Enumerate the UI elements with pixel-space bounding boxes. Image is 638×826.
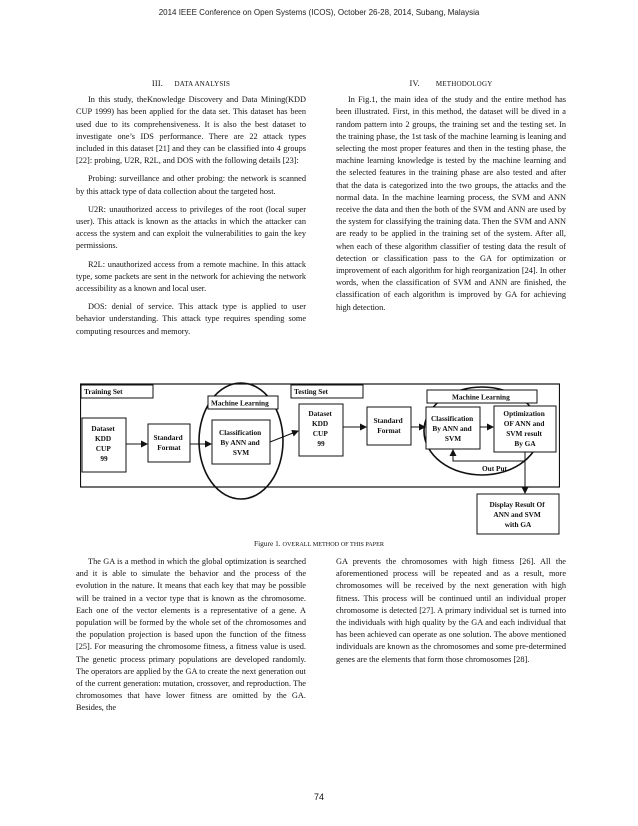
figure-caption xyxy=(0,539,638,548)
ml-label-2: Machine Learning xyxy=(452,392,510,402)
dataset-text-1: Dataset KDD CUP 99 xyxy=(91,424,115,463)
body-right-column xyxy=(336,556,566,672)
paragraph: Probing: surveillance and other probing: the network is scanned by this attack type of data collection about the targeted host. xyxy=(76,174,306,196)
section-title xyxy=(76,78,306,90)
paragraph: In Fig.1, the main idea of the study and the entire method has been illustrated. First, in this method, the dataset will be dived in a random pattern into 2 groups, the training set and the testing set. In the training phase, the 1st task of the machine learning is leaning and selecting the most proper features and then in the testing phase, the machine learning knowledge is tested by the machine learning and the selected features in the training phase are also tested and after that the data is categorized into the two groups, the attacks and the normal data. In the machine learning process, the SVM and ANN receive the data and then the both of the SVM and ANN are used by the system for classifying the training data. Then the SVM and ANN are ready to be applied in the training set of the system. After all, when each of these algorithm classifier of testing data the result of detection or classification pass to the GA for optimization or improvement of each algorithm for high reorganization [24]. In other words, when the classification of SVM and ANN are finished, the classification of each algorithm is improved by GA for achieving high detection. xyxy=(336,95,566,312)
standard-format-text-1: Standard Format xyxy=(153,433,183,452)
section-methodology xyxy=(336,78,566,320)
section-title xyxy=(336,78,566,90)
section-number: IV. xyxy=(409,79,420,88)
caption-text: OVERALL METHOD OF THIS PAPER xyxy=(282,541,385,548)
paragraph: R2L: unauthorized access from a remote machine. In this attack type, some packets are sent in the network for achieving the network accessibility as a known and local user. xyxy=(76,259,306,294)
method-flow-diagram xyxy=(80,381,560,541)
training-set-label: Training Set xyxy=(84,387,123,396)
arrow-training-to-testing xyxy=(270,431,298,442)
ml-label-1: Machine Learning xyxy=(211,398,269,408)
body-left-column xyxy=(76,556,306,721)
page-number: 74 xyxy=(313,792,324,802)
paragraph: The GA is a method in which the global optimization is searched and it is able to simulate the behavior and the process of the evolution in the nature. It means that each key that may be possible will be trained in a vector type that is known as the chromosome. Each one of the vector elements is a representative of a gene. A population will be formed by the whole set of the chromosomes and the population projection is based upon the function of the fitness [25]. For measuring the chromosome fitness, a fitness value is used. The genetic process primary populations are developed randomly. The operators are applied by the GA to create the next generation out of the current generation: mutation, crossover, and reproduction. The chromosomes that have lower fitness are omitted by the GA. Besides, the xyxy=(76,557,306,713)
optimization-text: Optimization OF ANN and SVM result By GA xyxy=(503,409,545,448)
display-result-text: Display Result Of ANN and SVM with GA xyxy=(489,500,545,529)
paragraph: DOS: denial of service. This attack type is applied to user behavior understanding. This attack type requires spending some computing resources and memory. xyxy=(76,302,306,336)
paragraph: GA prevents the chromosomes with high fitness [26]. All the aforementioned process will be repeated and as a result, more chromosomes will be received by the next generation with high fitness. This process will be continued until an individual proper chromosome is detected [27]. A primary individual set is turned into the individuals with high quality by the GA and each individual that has been achieved can operate as one solution. The above mentioned individuals are known as the chromosomes and some pre-determined genes are the elements that form those chromosomes [28]. xyxy=(336,557,566,664)
paragraph: U2R: unauthorized access to privileges of the root (local super user). This attack is known as the attacks in which the attacker can access the system and can exploit the vulnerabilities to gain the key permissions. xyxy=(76,204,306,251)
paragraph: In this study, theKnowledge Discovery and Data Mining(KDD CUP 1999) has been applied for the data set. This dataset has been used due to its comprehensiveness. It is also the best dataset to investigate one’s IDS performance. There are 22 attack types included in this dataset [21] and they can be classified into 4 groups [22]: probing, U2R, R2L, and DOS with the following details [23]: xyxy=(76,95,306,166)
section-heading: METHODOLOGY xyxy=(435,80,493,88)
standard-format-text-2: Standard Format xyxy=(373,416,403,435)
classification-text-2: Classification By ANN and SVM xyxy=(431,414,474,443)
section-number: III. xyxy=(151,79,164,88)
section-heading: DATA ANALYSIS xyxy=(174,80,231,88)
caption-prefix: Figure 1. xyxy=(253,539,281,548)
classification-text-1: Classification By ANN and SVM xyxy=(219,428,262,457)
testing-set-label: Testing Set xyxy=(294,387,328,396)
output-label: Out Put xyxy=(482,464,507,473)
running-header: 2014 IEEE Conference on Open Systems (ICOS), October 26-28, 2014, Subang, Malaysia xyxy=(158,8,480,17)
section-data-analysis xyxy=(76,78,306,344)
dataset-text-2: Dataset KDD CUP 99 xyxy=(308,409,332,448)
